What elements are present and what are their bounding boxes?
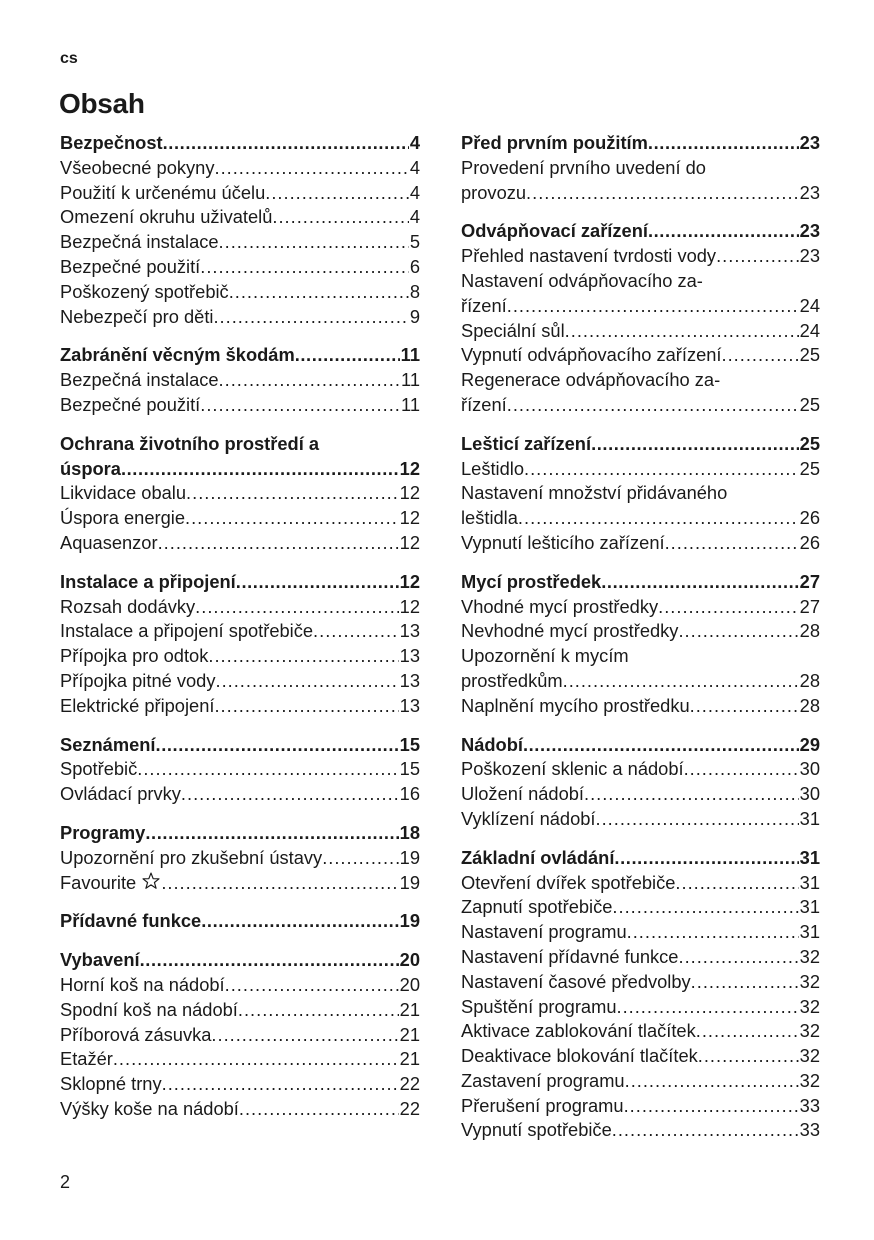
section-heading[interactable] [60, 909, 420, 934]
dot-leader [648, 219, 799, 244]
page-number-ref: 13 [399, 669, 420, 691]
toc-entry-label: Speciální sůl [461, 319, 565, 341]
page-number-ref: 4 [409, 132, 420, 153]
toc-entry[interactable] [60, 393, 420, 418]
page-number-ref: 30 [799, 758, 820, 780]
page-number-ref: 27 [799, 570, 820, 592]
toc-entry-label: Nebezpečí pro děti [60, 305, 214, 327]
dot-leader [201, 909, 398, 934]
page-number-ref: 24 [799, 319, 820, 341]
toc-entry-label: Zastavení programu [461, 1069, 625, 1091]
page-number-ref: 21 [399, 1048, 420, 1070]
toc-section [461, 131, 820, 205]
toc-entry-label: Použití k určenému účelu [60, 181, 266, 203]
page-number-ref: 13 [399, 645, 420, 667]
page-title: Obsah [59, 88, 145, 119]
dot-leader [624, 1094, 799, 1119]
toc-entry-label: Etažér [60, 1048, 113, 1070]
dot-leader [215, 669, 398, 694]
dot-leader [658, 595, 799, 620]
dot-leader [678, 945, 798, 970]
toc-right-column [461, 131, 820, 1157]
toc-entry-label: Nevhodné mycí prostředky [461, 620, 679, 642]
dot-leader [200, 393, 400, 418]
section-heading-label: Lešticí zařízení [461, 432, 592, 454]
section-heading[interactable] [461, 432, 820, 457]
dot-leader [313, 619, 399, 644]
toc-entry[interactable] [461, 1094, 820, 1119]
toc-entry[interactable] [60, 1047, 420, 1072]
section-heading-label: Zabránění věcným škodám [60, 344, 295, 366]
toc-entry-label: Favourite [60, 871, 161, 896]
dot-leader [219, 368, 400, 393]
toc-entry[interactable] [461, 995, 820, 1020]
toc-entry-line: Upozornění k mycím [461, 645, 629, 667]
dot-leader [163, 131, 409, 156]
toc-entry[interactable] [60, 305, 420, 330]
toc-entry-label: Výšky koše na nádobí [60, 1097, 239, 1119]
section-heading[interactable] [60, 570, 420, 595]
toc-entry[interactable] [60, 506, 420, 531]
dot-leader [213, 305, 408, 330]
dot-leader [627, 920, 799, 945]
section-heading-label: Odvápňovací zařízení [461, 220, 648, 242]
section-heading-label: Před prvním použitím [461, 132, 648, 153]
toc-entry[interactable] [461, 531, 820, 556]
toc-entry[interactable] [461, 181, 820, 206]
dot-leader [722, 343, 799, 368]
dot-leader [507, 393, 799, 418]
page-number-ref: 25 [799, 393, 820, 415]
toc-entry-label: Vypnutí spotřebiče [461, 1119, 612, 1141]
page-number-ref: 26 [799, 507, 820, 529]
toc-entry[interactable] [60, 973, 420, 998]
dot-leader [140, 948, 399, 973]
toc-entry[interactable] [461, 1069, 820, 1094]
toc-entry-label: Rozsah dodávky [60, 595, 196, 617]
dot-leader [156, 733, 399, 758]
dot-leader [208, 644, 398, 669]
toc-entry[interactable] [60, 255, 420, 280]
dot-leader [648, 131, 799, 156]
section-heading[interactable] [461, 733, 820, 758]
toc-entry[interactable] [461, 895, 820, 920]
dot-leader [526, 181, 799, 206]
dot-leader [596, 807, 799, 832]
section-heading-label: Mycí prostředek [461, 570, 602, 592]
section-heading[interactable] [461, 570, 820, 595]
dot-leader [214, 694, 398, 719]
page-number-ref: 25 [799, 457, 820, 479]
page-number-ref: 19 [399, 910, 420, 932]
toc-section [461, 733, 820, 832]
toc-entry-label: Nastavení přídavné funkce [461, 945, 679, 967]
toc-entry[interactable] [461, 782, 820, 807]
page-number-ref: 11 [401, 393, 420, 415]
dot-leader [678, 619, 798, 644]
dot-leader [684, 757, 799, 782]
toc-entry-label: leštidla [461, 507, 518, 529]
toc-entry-label: Naplnění mycího prostředku [461, 694, 690, 716]
toc-entry-label: Aquasenzor [60, 531, 158, 553]
toc-entry[interactable] [60, 846, 420, 871]
page-number-ref: 11 [400, 344, 420, 366]
toc-entry[interactable] [461, 920, 820, 945]
page-number-ref: 23 [799, 220, 820, 242]
toc-entry-label: Přípojka pitné vody [60, 669, 216, 691]
toc-entry[interactable] [60, 1072, 420, 1097]
toc-entry[interactable] [60, 998, 420, 1023]
section-heading[interactable] [60, 948, 420, 973]
page-number-ref: 18 [399, 821, 420, 843]
toc-entry[interactable] [60, 1097, 420, 1122]
page-number-ref: 32 [799, 1069, 820, 1091]
section-heading-label: Nádobí [461, 733, 523, 755]
section-heading-label: Vybavení [60, 949, 140, 971]
toc-entry-label: prostředkům [461, 669, 563, 691]
dot-leader [616, 995, 798, 1020]
toc-entry-label: Spodní koš na nádobí [60, 998, 238, 1020]
toc-entry[interactable] [461, 343, 820, 368]
page-number-ref: 32 [799, 1020, 820, 1042]
page-number: 2 [60, 1172, 71, 1192]
toc-entry-label: Upozornění pro zkušební ústavy [60, 846, 323, 868]
page-number-ref: 12 [399, 570, 420, 592]
dot-leader [162, 1072, 399, 1097]
page-number-ref: 26 [799, 531, 820, 553]
toc-entry-label: Uložení nádobí [461, 783, 584, 805]
page-number-ref: 31 [799, 921, 820, 943]
page-number-ref: 12 [399, 595, 420, 617]
toc-entry[interactable] [60, 782, 420, 807]
dot-leader [185, 506, 399, 531]
toc-section [60, 432, 420, 556]
toc-entry-label: Poškození sklenic a nádobí [461, 758, 684, 780]
toc-section [60, 733, 420, 807]
toc-entry-label: Sklopné trny [60, 1073, 162, 1095]
page-number-ref: 28 [799, 620, 820, 642]
toc-section [60, 131, 420, 329]
dot-leader [507, 294, 799, 319]
dot-leader [211, 1023, 398, 1048]
toc-entry[interactable] [461, 1044, 820, 1069]
section-heading[interactable] [461, 846, 820, 871]
toc-entry-label: Aktivace zablokování tlačítek [461, 1020, 696, 1042]
toc-entry[interactable] [461, 807, 820, 832]
dot-leader [195, 595, 399, 620]
page-number-ref: 5 [409, 231, 420, 253]
page-number-ref: 4 [409, 156, 420, 178]
page-number-ref: 31 [799, 846, 820, 868]
dot-leader [181, 782, 399, 807]
toc-entry[interactable] [461, 595, 820, 620]
toc-section [461, 432, 820, 556]
toc-section [60, 343, 420, 417]
dot-leader [565, 319, 799, 344]
toc-entry-line: Provedení prvního uvedení do [461, 156, 706, 178]
toc-entry-label: Omezení okruhu uživatelů [60, 206, 273, 228]
toc-section [60, 570, 420, 719]
toc-entry[interactable] [461, 669, 820, 694]
page-number-ref: 25 [799, 432, 820, 454]
dot-leader [214, 156, 408, 181]
dot-leader [121, 457, 399, 482]
page-number-ref: 16 [399, 783, 420, 805]
dot-leader [158, 531, 399, 556]
toc-entry-line: Nastavení množství přidávaného [461, 482, 728, 504]
dot-leader [698, 1044, 799, 1069]
toc-entry[interactable] [461, 871, 820, 896]
dot-leader [229, 280, 409, 305]
page-number-ref: 25 [799, 344, 820, 366]
dot-leader [238, 998, 399, 1023]
page-number-ref: 8 [409, 280, 420, 302]
star-outline-icon [141, 871, 161, 891]
toc-entry-label: provozu [461, 181, 527, 203]
toc-entry[interactable] [461, 393, 820, 418]
section-heading-label: Seznámení [60, 733, 156, 755]
page-number-ref: 12 [399, 507, 420, 529]
toc-entry[interactable] [461, 506, 820, 531]
toc-entry[interactable] [461, 319, 820, 344]
language-code: cs [60, 50, 78, 67]
dot-leader [225, 973, 399, 998]
toc-entry-label: Ovládací prvky [60, 783, 181, 805]
toc-entry-label: Všeobecné pokyny [60, 156, 215, 178]
toc-entry[interactable] [461, 945, 820, 970]
toc-entry[interactable] [60, 368, 420, 393]
toc-left-column [60, 131, 420, 1136]
toc-entry-label: Otevření dvířek spotřebiče [461, 871, 676, 893]
page-number-ref: 11 [401, 369, 420, 391]
page-number-ref: 12 [399, 482, 420, 504]
section-heading-label: Instalace a připojení [60, 570, 236, 592]
page-number-ref: 32 [799, 995, 820, 1017]
toc-entry-label: Vypnutí odvápňovacího zařízení [461, 344, 722, 366]
page-number-ref: 30 [799, 783, 820, 805]
page-number-ref: 19 [399, 846, 420, 868]
toc-entry-label: Nastavení časové předvolby [461, 970, 691, 992]
dot-leader [612, 895, 798, 920]
toc-entry-label: Bezpečné použití [60, 393, 201, 415]
page-number-ref: 31 [799, 896, 820, 918]
section-heading-label: Základní ovládání [461, 846, 615, 868]
toc-section [60, 948, 420, 1122]
dot-leader [563, 669, 799, 694]
dot-leader [690, 694, 799, 719]
toc-entry-label: Příborová zásuvka [60, 1023, 212, 1045]
dot-leader [696, 1019, 799, 1044]
dot-leader [716, 244, 799, 269]
toc-entry-line: Regenerace odvápňovacího za- [461, 369, 721, 391]
toc-entry[interactable] [60, 757, 420, 782]
dot-leader [145, 821, 398, 846]
toc-entry-label: Leštidlo [461, 457, 525, 479]
section-heading[interactable] [461, 219, 820, 244]
toc-entry-label: Vypnutí lešticího zařízení [461, 531, 665, 553]
toc-section [60, 909, 420, 934]
section-heading[interactable] [60, 733, 420, 758]
dot-leader [523, 733, 799, 758]
dot-leader [322, 846, 398, 871]
page-number-ref: 15 [399, 733, 420, 755]
toc-entry-label: Vyklízení nádobí [461, 807, 596, 829]
toc-entry-label: řízení [461, 393, 507, 415]
toc-entry-label: Instalace a připojení spotřebiče [60, 620, 314, 642]
toc-entry-label: Přípojka pro odtok [60, 645, 209, 667]
page-number-ref: 20 [399, 973, 420, 995]
page-number-ref: 6 [409, 255, 420, 277]
page-number-ref: 31 [799, 871, 820, 893]
toc-entry-label: Elektrické připojení [60, 694, 215, 716]
toc-entry-label: Bezpečná instalace [60, 231, 219, 253]
toc-entry-label: Přerušení programu [461, 1094, 624, 1116]
toc-entry[interactable] [60, 230, 420, 255]
page-number-ref: 28 [799, 694, 820, 716]
page-number-ref: 24 [799, 294, 820, 316]
toc-entry[interactable] [461, 1118, 820, 1143]
toc-section [461, 570, 820, 719]
section-heading-line: Ochrana životního prostředí a [60, 432, 320, 454]
toc-entry[interactable] [60, 694, 420, 719]
toc-entry[interactable] [60, 595, 420, 620]
toc-entry-label: Zapnutí spotřebiče [461, 896, 613, 918]
toc-entry[interactable] [461, 1019, 820, 1044]
toc-entry[interactable] [60, 644, 420, 669]
page-number-ref: 27 [799, 595, 820, 617]
page-number-ref: 23 [799, 132, 820, 153]
toc-entry[interactable] [461, 757, 820, 782]
section-heading-label: Přídavné funkce [60, 910, 202, 932]
page-number-ref: 28 [799, 669, 820, 691]
page-number-ref: 32 [799, 945, 820, 967]
toc-section [60, 821, 420, 895]
page-number-ref: 33 [799, 1119, 820, 1141]
page-number-ref: 21 [399, 1023, 420, 1045]
dot-leader [584, 782, 799, 807]
toc-entry[interactable] [60, 619, 420, 644]
toc-entry[interactable] [60, 1023, 420, 1048]
dot-leader [295, 343, 400, 368]
page-number-ref: 9 [409, 305, 420, 327]
toc-entry[interactable] [60, 205, 420, 230]
toc-entry[interactable] [60, 181, 420, 206]
toc-entry-label: řízení [461, 294, 507, 316]
section-heading-label: Programy [60, 821, 146, 843]
dot-leader [265, 181, 409, 206]
dot-leader [524, 457, 799, 482]
page-number-ref: 12 [399, 457, 420, 479]
toc-entry[interactable] [461, 457, 820, 482]
dot-leader [612, 1118, 799, 1143]
page-number-ref: 21 [399, 998, 420, 1020]
dot-leader [601, 570, 798, 595]
page-number-ref: 13 [399, 620, 420, 642]
page-number-ref: 22 [399, 1097, 420, 1119]
section-heading[interactable] [60, 457, 420, 482]
dot-leader [137, 757, 398, 782]
dot-leader [691, 970, 799, 995]
toc-entry[interactable] [60, 531, 420, 556]
toc-section [461, 219, 820, 417]
toc-entry-line: Nastavení odvápňovacího za- [461, 269, 703, 291]
dot-leader [186, 481, 399, 506]
section-heading[interactable] [60, 821, 420, 846]
section-heading-label: úspora [60, 457, 121, 479]
page-number-ref: 23 [799, 181, 820, 203]
page-number-ref: 33 [799, 1094, 820, 1116]
page-number-ref: 22 [399, 1073, 420, 1095]
dot-leader [219, 230, 409, 255]
dot-leader [518, 506, 799, 531]
page-number-ref: 15 [399, 758, 420, 780]
toc-entry-label: Nastavení programu [461, 921, 627, 943]
toc-entry-label: Přehled nastavení tvrdosti vody [461, 245, 717, 267]
toc-entry[interactable] [60, 669, 420, 694]
toc-section [461, 846, 820, 1144]
toc-entry-label: Deaktivace blokování tlačítek [461, 1045, 698, 1067]
dot-leader [200, 255, 409, 280]
dot-leader [625, 1069, 799, 1094]
toc-entry[interactable] [461, 694, 820, 719]
toc-entry[interactable] [60, 280, 420, 305]
page-number-ref: 32 [799, 1045, 820, 1067]
page-number-ref: 4 [409, 181, 420, 203]
toc-entry-label: Spuštění programu [461, 995, 617, 1017]
toc-entry-label: Poškozený spotřebič [60, 280, 229, 302]
section-heading-label: Bezpečnost [60, 132, 163, 153]
section-heading[interactable] [461, 131, 820, 156]
dot-leader [239, 1097, 399, 1122]
toc-entry[interactable] [60, 871, 420, 896]
toc-entry[interactable] [461, 294, 820, 319]
toc-entry[interactable] [60, 156, 420, 181]
toc-entry-label: Úspora energie [60, 507, 185, 529]
dot-leader [113, 1047, 399, 1072]
page-number-ref: 4 [409, 206, 420, 228]
section-heading[interactable] [60, 131, 420, 156]
dot-leader [236, 570, 399, 595]
dot-leader [614, 846, 798, 871]
toc-entry-label: Bezpečná instalace [60, 369, 219, 391]
dot-leader [161, 871, 398, 896]
dot-leader [665, 531, 799, 556]
page-number-ref: 23 [799, 245, 820, 267]
page-number-ref: 20 [399, 949, 420, 971]
toc-entry-label: Likvidace obalu [60, 482, 187, 504]
page-number-ref: 32 [799, 970, 820, 992]
toc-entry-label: Bezpečné použití [60, 255, 201, 277]
page-number-ref: 29 [799, 733, 820, 755]
dot-leader [591, 432, 799, 457]
page-number-ref: 13 [399, 694, 420, 716]
page-number-ref: 31 [799, 807, 820, 829]
dot-leader [675, 871, 798, 896]
dot-leader [272, 205, 408, 230]
page-number-ref: 19 [399, 871, 420, 893]
toc-entry-label: Vhodné mycí prostředky [461, 595, 659, 617]
toc-entry[interactable] [461, 244, 820, 269]
toc-entry-label: Spotřebič [60, 758, 138, 780]
toc-entry[interactable] [60, 481, 420, 506]
page-number-ref: 12 [399, 531, 420, 553]
toc-entry-label: Horní koš na nádobí [60, 973, 225, 995]
toc-entry[interactable] [461, 619, 820, 644]
section-heading[interactable] [60, 343, 420, 368]
toc-entry[interactable] [461, 970, 820, 995]
